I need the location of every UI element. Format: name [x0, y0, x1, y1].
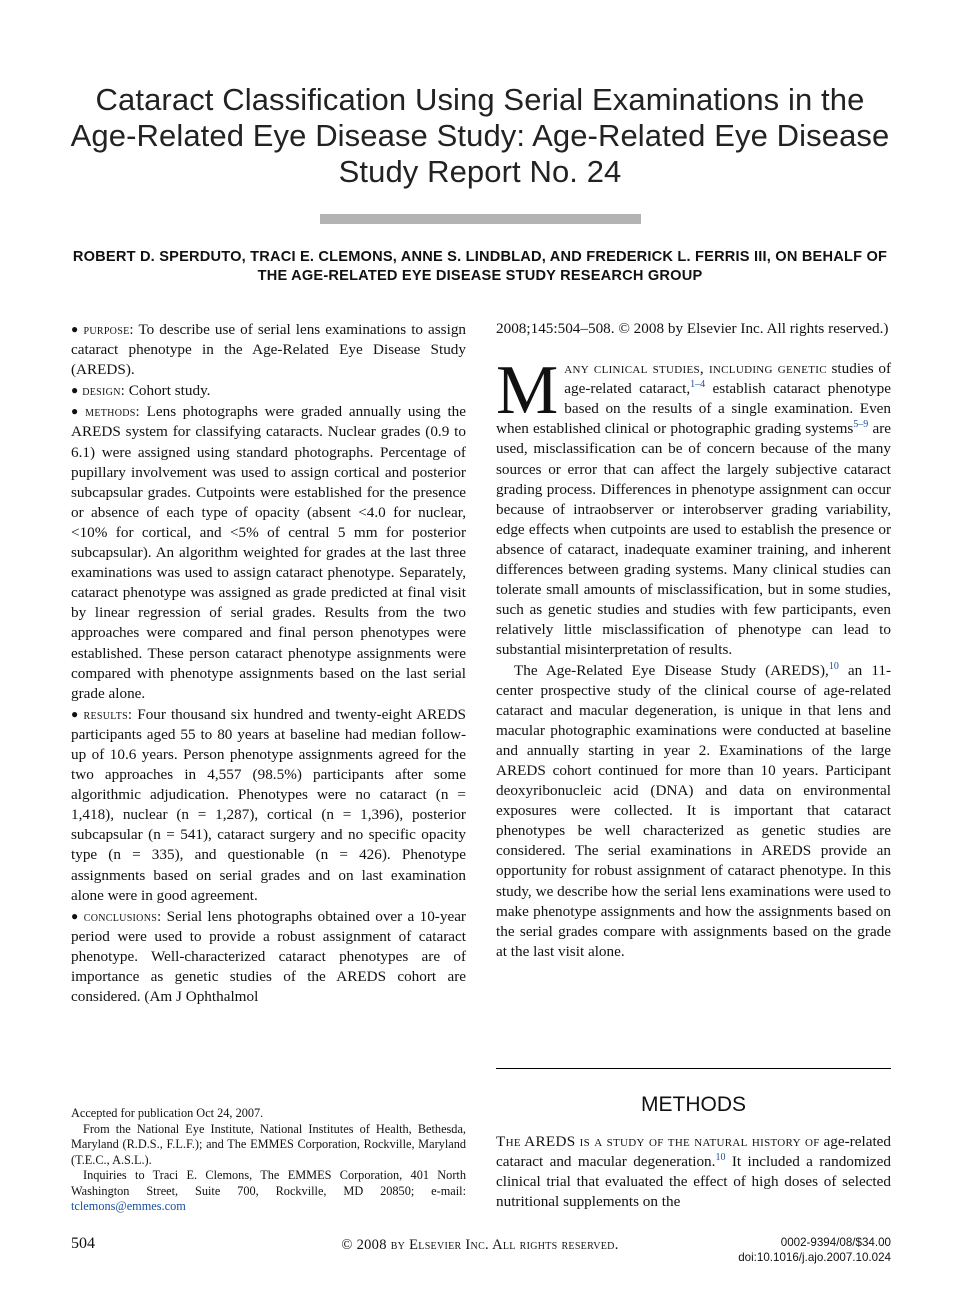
- bullet-icon: ●: [71, 404, 82, 419]
- abstract-results: [71, 704, 466, 906]
- footnote-accepted: Accepted for publication Oct 24, 2007.: [71, 1106, 264, 1120]
- abstract-label: design:: [82, 383, 125, 400]
- reference-link[interactable]: 5–9: [853, 419, 869, 431]
- methods-text: age-related cataract and macular degeneration.: [496, 1133, 891, 1171]
- abstract-label: results:: [83, 706, 133, 723]
- footnotes: [71, 1106, 466, 1215]
- abstract-text: To describe use of serial lens examinations to assign cataract phenotype in the Age-Related Eye Disease Study (AREDS).: [71, 321, 467, 379]
- methods-heading: METHODS: [641, 1093, 746, 1116]
- intro-paragraph-1: [496, 352, 892, 660]
- page-number: 504: [71, 1235, 95, 1252]
- abstract-text: Serial lens photographs obtained over a 10-year period were used to provide a robust assignment of cataract phenotype. Well-characterized cataract phenotypes are of importance as genetic studies of the AREDS cohort are considered.: [71, 907, 466, 1006]
- abstract-purpose: [71, 319, 466, 380]
- abstract: [71, 319, 466, 1007]
- abstract-conclusions: [71, 906, 466, 1007]
- footnote-inquiries-text: Inquiries to Traci E. Clemons, The EMMES Corporation, 401 North Washington Street, Suite 700, Rockville, MD 20850; e-mail:: [71, 1168, 466, 1198]
- doi: doi:10.1016/j.ajo.2007.10.024: [738, 1250, 891, 1264]
- bullet-icon: ●: [71, 706, 80, 721]
- article-title: Cataract Classification Using Serial Examinations in the Age-Related Eye Disease Study: Age-Related Eye Disease Study Report No. 24: [70, 82, 890, 189]
- methods-text: It included a randomized clinical trial that evaluated the effect of high doses of selected nutritional supplements on the: [496, 1153, 891, 1211]
- right-column: [496, 319, 891, 962]
- issn-price: 0002-9394/08/$34.00: [780, 1236, 891, 1249]
- citation-start: (Am J Ophthalmol: [144, 988, 259, 1006]
- title-divider-bar: [320, 214, 641, 224]
- footnote-affiliation: From the National Eye Institute, National Institutes of Health, Bethesda, Maryland (R.D.S., F.L.F.); and The EMMES Corporation, Rockville, Maryland (T.E.C., A.S.L.).: [71, 1121, 466, 1167]
- abstract-text: Four thousand six hundred and twenty-eight AREDS participants aged 55 to 80 years at baseline had median follow-up of 10.6 years. Person phenotype assignments agreed for the two approaches in 4,557 (98.5%) participants after some algorithmic adjudication. Phenotypes were no cataract (n = 1,418), nuclear (n = 1,287), cortical (n = 1,396), posterior subcapsular (n = 541), cataract surgery and no specific opacity type (n = 335), and questionable (n = 426). Phenotype assignments based on serial grades and on last examination alone were in good agreement.: [71, 705, 466, 904]
- intro-text: establish cataract phenotype based on the results of a single examination. Even when established clinical or photographic grading systems: [496, 380, 891, 438]
- reference-link[interactable]: 10: [828, 660, 839, 672]
- abstract-methods: [71, 401, 466, 703]
- footer-identifiers: [640, 1236, 891, 1265]
- bullet-icon: ●: [71, 908, 80, 923]
- reference-link[interactable]: 1–4: [690, 379, 706, 391]
- citation-end: 2008;145:504–508. © 2008 by Elsevier Inc. All rights reserved.): [496, 320, 889, 337]
- abstract-label: conclusions:: [83, 908, 162, 925]
- bullet-icon: ●: [71, 383, 79, 398]
- abstract-design: [71, 380, 466, 401]
- bullet-icon: ●: [71, 322, 80, 336]
- intro-text: The Age-Related Eye Disease Study (AREDS),: [514, 661, 829, 679]
- section-divider: [496, 1068, 891, 1069]
- methods-lead: The AREDS is a study of the natural history of: [496, 1133, 820, 1150]
- intro-text: an 11-center prospective study of the clinical course of age-related cataract and macular degeneration, is unique in that lens and macular photographic examinations were conducted at baseline and annually starting in year 2. Examinations of the large AREDS cohort continued for more than 10 years. Participant deoxyribonucleic acid (DNA) and data on environmental exposures were collected. It is important that cataract phenotypes be well characterized as genetic studies are considered. The serial examinations in AREDS provide an opportunity for robust assignment of cataract phenotype. In this study, we describe how the serial lens examinations were used to make phenotype assignments and how the assignments based on the serial grades compare with assignments based on the grade at the last visit alone.: [496, 661, 892, 960]
- abstract-text: Cohort study.: [128, 382, 211, 400]
- intro-paragraph-2: [496, 661, 891, 962]
- reference-link[interactable]: 10: [715, 1152, 726, 1164]
- abstract-text: Lens photographs were graded annually using the AREDS system for classifying cataracts. Nuclear grades (0.9 to 6.1) were assigned using standard photographs. Percentage of pupillary involvement was used to assign cortical and posterior subcapsular grades. Cutpoints were established for the presence or absence of each type of opacity (absent <4.0 for nuclear, <10% for cortical, and <5% of central 5 mm for posterior subcapsular). An algorithm weighted for grades at the last three examinations was used to assign cataract phenotype. Separately, cataract phenotype was assigned as grade predicted at final visit by linear regression of serial grades. Results from the two approaches were compared and final person phenotypes were established. These person cataract phenotype assignments were compared with phenotype assignments based on the last serial grade alone.: [71, 403, 467, 702]
- drop-cap: M: [496, 352, 559, 430]
- footer-copyright: © 2008 by Elsevier Inc. All rights reserved.: [341, 1237, 619, 1253]
- intro-text: are used, misclassification can be of concern because of the many sources or error that can affect the largely subjective cataract grading process. Differences in phenotype assignment can occur because of intraobserver or interobserver grading variability, edge effects when cutpoints are used to establish the presence or absence of cataract, inadequate examiner training, and inherent differences between grading systems. Many clinical studies can tolerate small amounts of misclassification, but in some studies, such as genetic studies and studies with few participants, even relatively little misclassification of phenotype can lead to substantial misinterpretation of results.: [496, 420, 891, 659]
- abstract-label: purpose:: [83, 322, 134, 338]
- author-list: ROBERT D. SPERDUTO, TRACI E. CLEMONS, ANNE S. LINDBLAD, AND FREDERICK L. FERRIS III, ON BEHALF OF THE AGE-RELATED EYE DISEASE STUDY RESEARCH GROUP: [72, 249, 888, 284]
- abstract-label: methods:: [85, 404, 140, 421]
- intro-text: studies of age-related cataract,: [564, 360, 892, 398]
- methods-paragraph: [496, 1132, 891, 1212]
- email-link[interactable]: tclemons@emmes.com: [71, 1199, 186, 1213]
- footnote-inquiries: [71, 1168, 466, 1215]
- intro-lead: any clinical studies, including genetic: [564, 360, 827, 378]
